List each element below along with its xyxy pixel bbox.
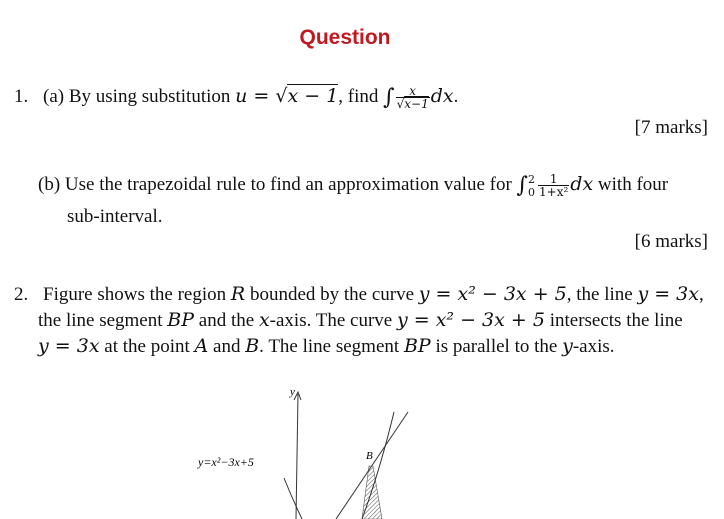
math-sqrt: x − 1: [287, 85, 339, 107]
math-var: R: [230, 283, 246, 305]
curve-label: y=x²−3x+5: [198, 455, 254, 469]
fraction-denominator: 1+x²: [539, 185, 569, 200]
lower-limit: 0: [528, 185, 535, 199]
period: .: [453, 86, 459, 107]
question-2-line2: [38, 308, 683, 333]
fraction-denominator: √x−1: [396, 97, 429, 112]
question-text: bounded by the curve: [249, 284, 415, 305]
fraction-numerator: 1: [549, 172, 558, 187]
math-equation: y = 3x: [38, 335, 100, 357]
math-dx: dx: [430, 85, 454, 107]
math-var: y: [562, 335, 573, 357]
question-text: Figure shows the region: [43, 284, 227, 305]
question-text: , the line: [566, 284, 633, 305]
math-var: B: [245, 335, 260, 357]
fraction: [396, 85, 430, 110]
question-2-line1: [14, 282, 704, 307]
math-equation: y = x² − 3x + 5: [396, 309, 545, 331]
part-label: (a): [43, 86, 65, 107]
question-text: Use the trapezoidal rule to find an approximation value for: [64, 174, 512, 195]
math-var: BP: [403, 335, 431, 357]
question-number: 2.: [14, 284, 29, 305]
figure: [180, 380, 440, 519]
curve-left: [284, 478, 302, 519]
question-text: intersects the line: [549, 310, 683, 331]
math-var: x: [258, 309, 270, 331]
marks-label: [6 marks]: [634, 231, 708, 252]
upper-limit: 2: [528, 172, 535, 186]
point-b-label: B: [366, 450, 373, 462]
integral-sign: ∫: [516, 173, 528, 198]
fraction: [538, 173, 569, 198]
integral-limits: [528, 173, 535, 199]
question-text: the line segment: [38, 310, 163, 331]
math-var: u: [235, 85, 248, 107]
question-text: at the point: [104, 336, 190, 357]
question-text: , find: [338, 86, 379, 107]
part-label: (b): [38, 174, 61, 195]
question-text: -axis. The curve: [269, 310, 393, 331]
question-text-line2: sub-interval.: [67, 206, 163, 227]
math-equation: y = 3x: [637, 283, 699, 305]
question-1-a: 1. (a) By using substitution u = √x − 1, find ∫ $\frac{x}{√x-1}$ dx.: [14, 84, 459, 112]
math-dx: dx: [570, 173, 594, 195]
math-equation: y = x² − 3x + 5: [418, 283, 567, 305]
question-text: and: [213, 336, 241, 357]
math-equals: =: [247, 85, 276, 107]
math-var: A: [194, 335, 209, 357]
question-2-line3: [38, 334, 615, 359]
question-number: 1.: [14, 86, 29, 107]
integral-sign: ∫: [383, 85, 395, 110]
question-text: By using substitution: [68, 86, 231, 107]
question-text: -axis.: [572, 336, 615, 357]
y-axis: [296, 394, 298, 519]
marks-label: [7 marks]: [634, 117, 708, 138]
question-text: ,: [699, 284, 704, 305]
question-1-b: [38, 172, 668, 199]
y-axis-label: y: [290, 386, 295, 398]
fraction-numerator: x: [409, 84, 417, 99]
question-text: and the: [198, 310, 255, 331]
math-var: BP: [167, 309, 195, 331]
page-title: Question: [299, 26, 391, 49]
question-text: . The line segment: [259, 336, 400, 357]
question-text: is parallel to the: [435, 336, 558, 357]
question-text: with four: [597, 174, 669, 195]
